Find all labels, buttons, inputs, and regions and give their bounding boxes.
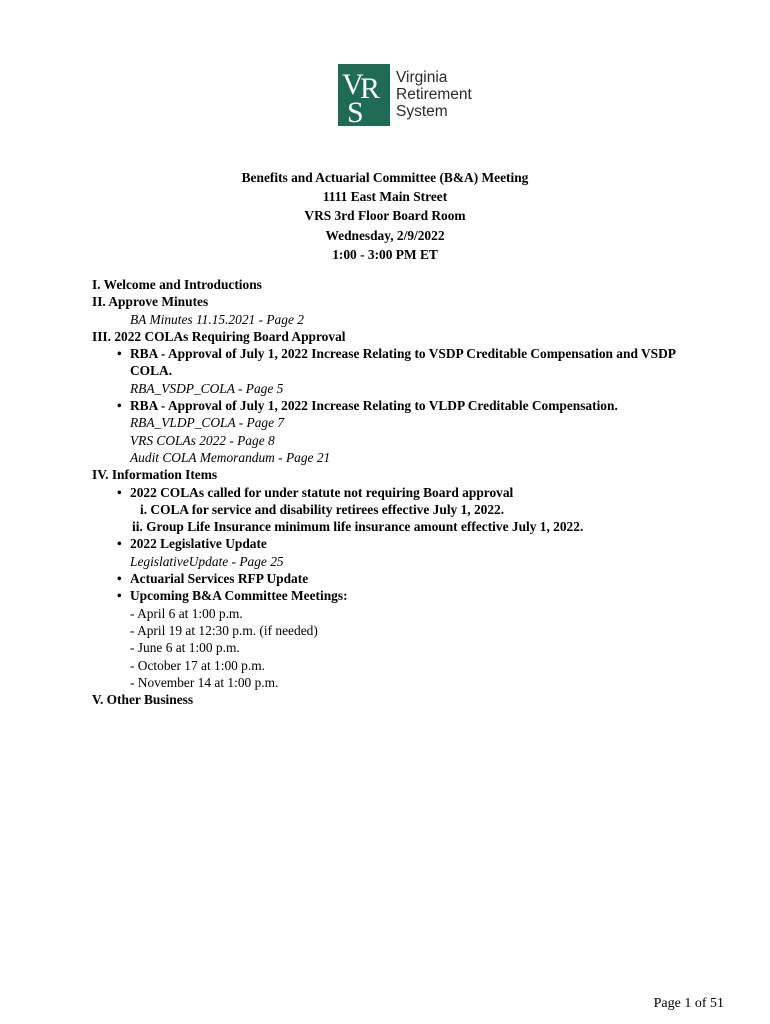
bullet-icon: •	[117, 571, 122, 587]
agenda-bullet-text: RBA - Approval of July 1, 2022 Increase Relating to VSDP Creditable Compensation and VSDP COLA.	[130, 346, 676, 379]
meeting-title: Benefits and Actuarial Committee (B&A) Meeting	[241, 170, 529, 185]
agenda-bullet	[92, 484, 732, 501]
logo-v: V	[342, 68, 364, 101]
logo-r: R	[360, 72, 381, 105]
agenda-bullet	[92, 397, 732, 414]
agenda-bullet	[92, 570, 732, 587]
vrs-monogram-icon	[338, 64, 390, 126]
bullet-icon: •	[117, 536, 122, 552]
logo-s: S	[347, 96, 364, 126]
agenda-bullet-text: Actuarial Services RFP Update	[130, 571, 309, 587]
agenda-section-4: IV. Information Items	[92, 467, 218, 483]
bullet-icon: •	[117, 398, 122, 414]
logo-line-2: Retirement	[396, 86, 472, 103]
agenda-section-3: III. 2022 COLAs Requiring Board Approval	[92, 328, 346, 344]
agenda-bullet-text: 2022 Legislative Update	[130, 536, 267, 552]
vrs-logo	[338, 64, 478, 128]
agenda-bullet	[92, 345, 732, 380]
page-number: Page 1 of 51	[653, 996, 724, 1011]
agenda-subitem: i. COLA for service and disability retirees effective July 1, 2022.	[140, 501, 505, 517]
agenda-bullet	[92, 587, 732, 604]
meeting-date-item: - June 6 at 1:00 p.m.	[130, 640, 240, 656]
attachment-link[interactable]: RBA_VLDP_COLA - Page 7	[130, 415, 285, 431]
agenda-bullet-text: 2022 COLAs called for under statute not requiring Board approval	[130, 484, 514, 500]
meeting-date-item: - October 17 at 1:00 p.m.	[130, 657, 265, 673]
attachment-link[interactable]: VRS COLAs 2022 - Page 8	[130, 432, 275, 448]
agenda-section-1: I. Welcome and Introductions	[92, 277, 262, 292]
attachment-link[interactable]: RBA_VSDP_COLA - Page 5	[130, 380, 284, 396]
agenda-bullet	[92, 535, 732, 552]
vrs-logo-mark	[338, 64, 390, 126]
meeting-date: Wednesday, 2/9/2022	[325, 227, 445, 243]
meeting-room: VRS 3rd Floor Board Room	[304, 208, 466, 224]
agenda-subitem: ii. Group Life Insurance minimum life insurance amount effective July 1, 2022.	[132, 519, 584, 535]
bullet-icon: •	[117, 588, 122, 604]
agenda	[92, 276, 732, 708]
agenda-section-5: V. Other Business	[92, 692, 194, 708]
meeting-address: 1111 East Main Street	[322, 189, 448, 205]
bullet-icon: •	[117, 346, 122, 362]
meeting-date-item: - April 19 at 12:30 p.m. (if needed)	[130, 622, 318, 638]
logo-line-3: System	[396, 103, 448, 120]
meeting-date-item: - November 14 at 1:00 p.m.	[130, 674, 279, 690]
attachment-link[interactable]: BA Minutes 11.15.2021 - Page 2	[130, 311, 304, 327]
logo-wordmark	[396, 69, 472, 120]
bullet-icon: •	[117, 484, 122, 500]
agenda-bullet-text: RBA - Approval of July 1, 2022 Increase Relating to VLDP Creditable Compensation.	[130, 398, 618, 414]
agenda-section-2: II. Approve Minutes	[92, 294, 209, 310]
meeting-time: 1:00 - 3:00 PM ET	[332, 246, 438, 262]
agenda-bullet-text: Upcoming B&A Committee Meetings:	[130, 588, 348, 604]
logo-line-1: Virginia	[396, 69, 448, 86]
meeting-header	[0, 168, 770, 264]
attachment-link[interactable]: LegislativeUpdate - Page 25	[130, 553, 284, 569]
attachment-link[interactable]: Audit COLA Memorandum - Page 21	[130, 449, 331, 465]
meeting-date-item: - April 6 at 1:00 p.m.	[130, 605, 243, 621]
